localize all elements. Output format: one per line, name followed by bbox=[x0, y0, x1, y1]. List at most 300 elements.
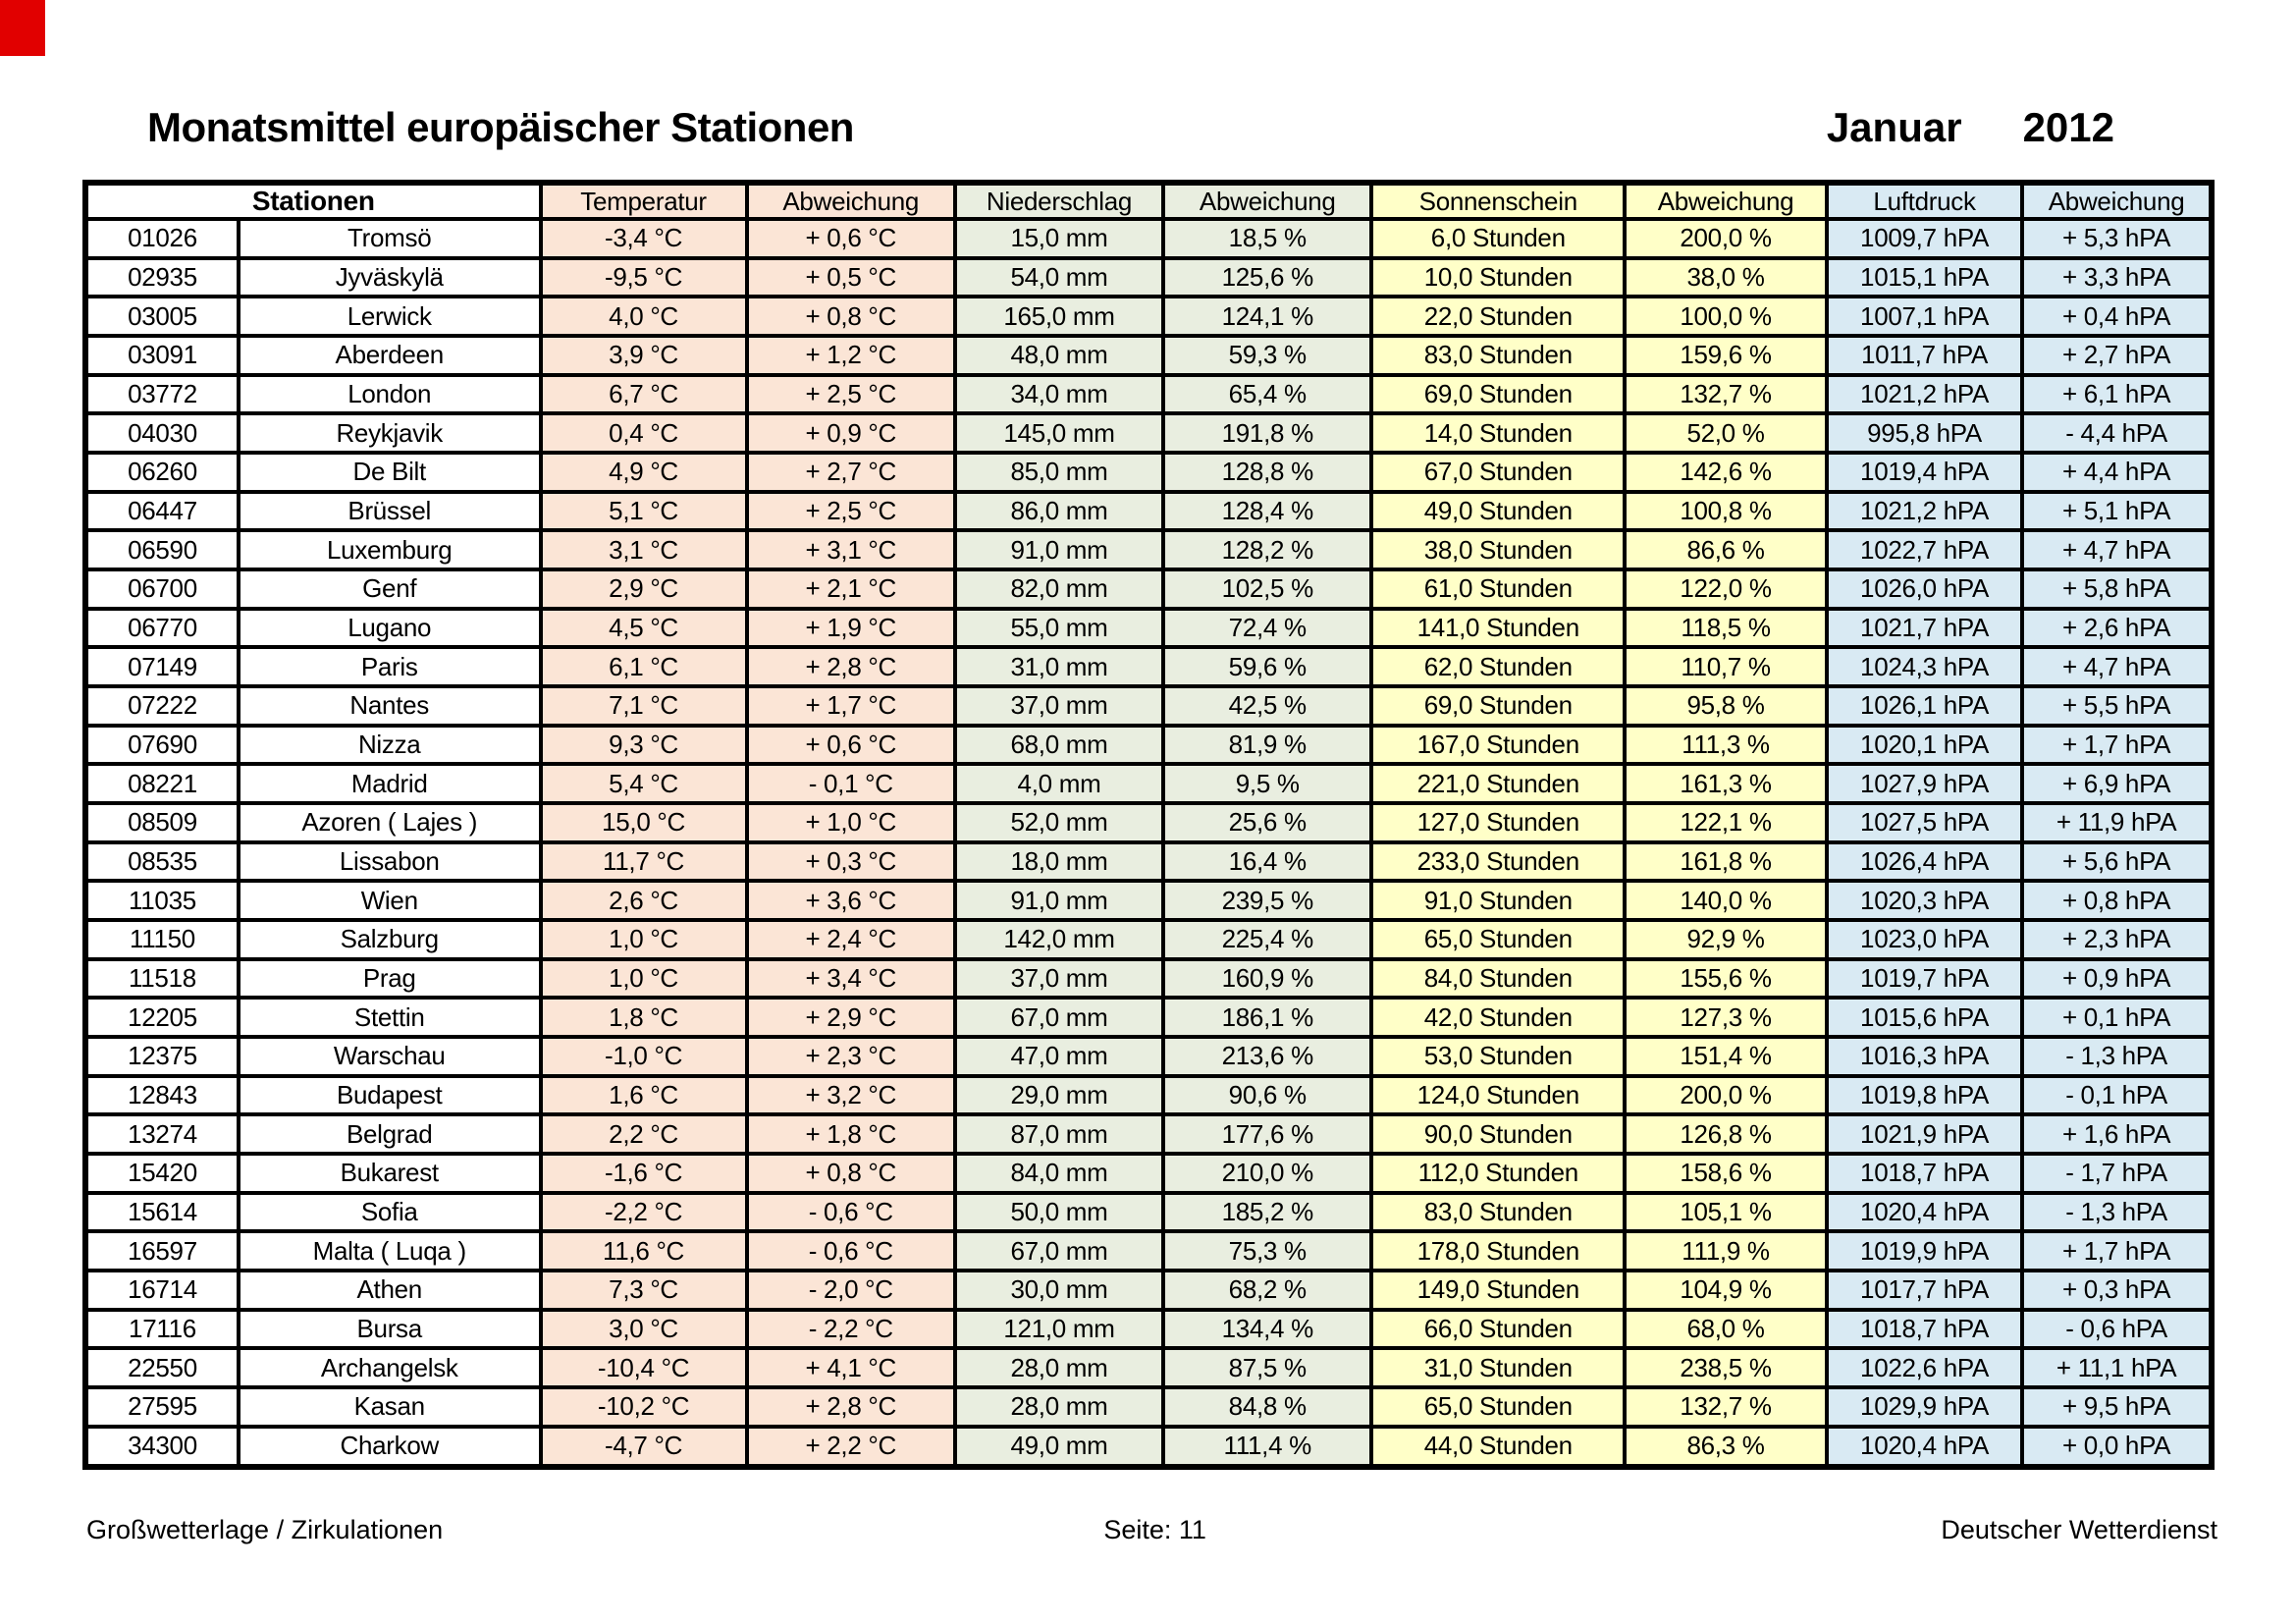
temperature-cell: -10,4 °C bbox=[541, 1348, 747, 1387]
station-id-cell: 06770 bbox=[85, 609, 239, 648]
pressure-cell: 1020,3 hPA bbox=[1827, 881, 2022, 920]
pressure-deviation-cell: + 1,6 hPA bbox=[2022, 1114, 2212, 1154]
precipitation-cell: 47,0 mm bbox=[955, 1037, 1163, 1076]
station-name-cell: Nantes bbox=[239, 686, 541, 726]
station-id-cell: 13274 bbox=[85, 1114, 239, 1154]
precipitation-deviation-cell: 59,6 % bbox=[1163, 647, 1371, 686]
temperature-deviation-cell: + 0,8 °C bbox=[747, 1154, 955, 1193]
temperature-cell: 11,7 °C bbox=[541, 842, 747, 882]
station-id-cell: 06447 bbox=[85, 492, 239, 531]
sunshine-cell: 53,0 Stunden bbox=[1371, 1037, 1625, 1076]
table-row bbox=[85, 530, 2212, 569]
table-row bbox=[85, 1427, 2212, 1467]
table-row bbox=[85, 726, 2212, 765]
temperature-cell: 1,0 °C bbox=[541, 920, 747, 959]
sunshine-deviation-cell: 110,7 % bbox=[1625, 647, 1827, 686]
sunshine-cell: 6,0 Stunden bbox=[1371, 219, 1625, 258]
precipitation-cell: 29,0 mm bbox=[955, 1076, 1163, 1115]
temperature-cell: 2,2 °C bbox=[541, 1114, 747, 1154]
sunshine-cell: 31,0 Stunden bbox=[1371, 1348, 1625, 1387]
pressure-cell: 1021,2 hPA bbox=[1827, 375, 2022, 414]
sunshine-deviation-cell: 52,0 % bbox=[1625, 413, 1827, 453]
footer-organization: Deutscher Wetterdienst bbox=[1941, 1515, 2217, 1544]
temperature-deviation-cell: + 2,5 °C bbox=[747, 492, 955, 531]
station-id-cell: 08221 bbox=[85, 764, 239, 803]
precipitation-cell: 67,0 mm bbox=[955, 998, 1163, 1037]
precipitation-cell: 121,0 mm bbox=[955, 1310, 1163, 1349]
sunshine-cell: 83,0 Stunden bbox=[1371, 336, 1625, 375]
pressure-cell: 1019,7 hPA bbox=[1827, 959, 2022, 999]
precipitation-deviation-cell: 18,5 % bbox=[1163, 219, 1371, 258]
precipitation-deviation-cell: 191,8 % bbox=[1163, 413, 1371, 453]
station-name-cell: Stettin bbox=[239, 998, 541, 1037]
report-period bbox=[1827, 104, 2114, 151]
footer-page-number: Seite: 11 bbox=[1103, 1515, 1206, 1544]
sunshine-cell: 65,0 Stunden bbox=[1371, 1387, 1625, 1427]
pressure-cell: 1026,4 hPA bbox=[1827, 842, 2022, 882]
pressure-cell: 1027,5 hPA bbox=[1827, 803, 2022, 842]
station-id-cell: 06700 bbox=[85, 569, 239, 609]
temperature-deviation-cell: + 3,1 °C bbox=[747, 530, 955, 569]
station-id-cell: 03005 bbox=[85, 297, 239, 336]
sunshine-deviation-cell: 111,3 % bbox=[1625, 726, 1827, 765]
precipitation-cell: 31,0 mm bbox=[955, 647, 1163, 686]
sunshine-cell: 83,0 Stunden bbox=[1371, 1193, 1625, 1232]
station-id-cell: 07222 bbox=[85, 686, 239, 726]
precipitation-cell: 91,0 mm bbox=[955, 881, 1163, 920]
sunshine-cell: 69,0 Stunden bbox=[1371, 375, 1625, 414]
pressure-deviation-cell: + 3,3 hPA bbox=[2022, 258, 2212, 298]
temperature-deviation-cell: - 2,0 °C bbox=[747, 1271, 955, 1310]
precipitation-deviation-cell: 87,5 % bbox=[1163, 1348, 1371, 1387]
sunshine-deviation-cell: 126,8 % bbox=[1625, 1114, 1827, 1154]
station-table-body bbox=[85, 219, 2212, 1467]
sunshine-deviation-cell: 151,4 % bbox=[1625, 1037, 1827, 1076]
station-name-cell: Bukarest bbox=[239, 1154, 541, 1193]
temperature-cell: 1,0 °C bbox=[541, 959, 747, 999]
temperature-cell: 3,9 °C bbox=[541, 336, 747, 375]
table-row bbox=[85, 375, 2212, 414]
temperature-cell: 4,5 °C bbox=[541, 609, 747, 648]
pressure-cell: 1019,8 hPA bbox=[1827, 1076, 2022, 1115]
pressure-cell: 1026,1 hPA bbox=[1827, 686, 2022, 726]
pressure-cell: 1021,2 hPA bbox=[1827, 492, 2022, 531]
precipitation-deviation-cell: 81,9 % bbox=[1163, 726, 1371, 765]
sunshine-cell: 221,0 Stunden bbox=[1371, 764, 1625, 803]
table-row bbox=[85, 1310, 2212, 1349]
pressure-cell: 1018,7 hPA bbox=[1827, 1310, 2022, 1349]
station-id-cell: 11150 bbox=[85, 920, 239, 959]
precipitation-cell: 68,0 mm bbox=[955, 726, 1163, 765]
pressure-deviation-cell: + 2,3 hPA bbox=[2022, 920, 2212, 959]
station-name-cell: Wien bbox=[239, 881, 541, 920]
temperature-cell: 15,0 °C bbox=[541, 803, 747, 842]
sunshine-cell: 61,0 Stunden bbox=[1371, 569, 1625, 609]
precipitation-cell: 85,0 mm bbox=[955, 453, 1163, 492]
sunshine-deviation-cell: 95,8 % bbox=[1625, 686, 1827, 726]
sunshine-cell: 149,0 Stunden bbox=[1371, 1271, 1625, 1310]
precipitation-deviation-cell: 102,5 % bbox=[1163, 569, 1371, 609]
pressure-cell: 995,8 hPA bbox=[1827, 413, 2022, 453]
temperature-deviation-cell: + 3,2 °C bbox=[747, 1076, 955, 1115]
pressure-deviation-cell: + 5,3 hPA bbox=[2022, 219, 2212, 258]
station-id-cell: 08535 bbox=[85, 842, 239, 882]
precipitation-deviation-cell: 90,6 % bbox=[1163, 1076, 1371, 1115]
table-row bbox=[85, 413, 2212, 453]
temperature-cell: 3,1 °C bbox=[541, 530, 747, 569]
temperature-deviation-cell: - 0,6 °C bbox=[747, 1193, 955, 1232]
precipitation-deviation-cell: 239,5 % bbox=[1163, 881, 1371, 920]
station-name-cell: Kasan bbox=[239, 1387, 541, 1427]
sunshine-deviation-cell: 127,3 % bbox=[1625, 998, 1827, 1037]
precipitation-deviation-cell: 125,6 % bbox=[1163, 258, 1371, 298]
precipitation-cell: 142,0 mm bbox=[955, 920, 1163, 959]
temperature-cell: 9,3 °C bbox=[541, 726, 747, 765]
station-id-cell: 11518 bbox=[85, 959, 239, 999]
pressure-deviation-cell: - 0,6 hPA bbox=[2022, 1310, 2212, 1349]
temperature-cell: 7,1 °C bbox=[541, 686, 747, 726]
precipitation-cell: 28,0 mm bbox=[955, 1387, 1163, 1427]
station-table bbox=[82, 180, 2215, 1470]
table-row bbox=[85, 569, 2212, 609]
precipitation-cell: 28,0 mm bbox=[955, 1348, 1163, 1387]
table-row bbox=[85, 492, 2212, 531]
pressure-deviation-cell: + 2,7 hPA bbox=[2022, 336, 2212, 375]
temperature-cell: -3,4 °C bbox=[541, 219, 747, 258]
temperature-cell: 1,8 °C bbox=[541, 998, 747, 1037]
temperature-deviation-cell: + 2,8 °C bbox=[747, 647, 955, 686]
temperature-deviation-cell: + 0,8 °C bbox=[747, 297, 955, 336]
temperature-deviation-cell: - 2,2 °C bbox=[747, 1310, 955, 1349]
sunshine-cell: 84,0 Stunden bbox=[1371, 959, 1625, 999]
table-row bbox=[85, 1114, 2212, 1154]
sunshine-cell: 141,0 Stunden bbox=[1371, 609, 1625, 648]
pressure-cell: 1027,9 hPA bbox=[1827, 764, 2022, 803]
station-name-cell: London bbox=[239, 375, 541, 414]
table-row bbox=[85, 258, 2212, 298]
pressure-cell: 1020,4 hPA bbox=[1827, 1193, 2022, 1232]
sunshine-cell: 62,0 Stunden bbox=[1371, 647, 1625, 686]
table-row bbox=[85, 1387, 2212, 1427]
sunshine-deviation-cell: 155,6 % bbox=[1625, 959, 1827, 999]
station-id-cell: 03772 bbox=[85, 375, 239, 414]
precipitation-deviation-cell: 59,3 % bbox=[1163, 336, 1371, 375]
sunshine-deviation-cell: 161,3 % bbox=[1625, 764, 1827, 803]
precipitation-cell: 67,0 mm bbox=[955, 1231, 1163, 1271]
precipitation-deviation-cell: 134,4 % bbox=[1163, 1310, 1371, 1349]
station-name-cell: Madrid bbox=[239, 764, 541, 803]
pressure-cell: 1026,0 hPA bbox=[1827, 569, 2022, 609]
table-row bbox=[85, 803, 2212, 842]
temperature-deviation-cell: + 2,9 °C bbox=[747, 998, 955, 1037]
station-id-cell: 07149 bbox=[85, 647, 239, 686]
sunshine-deviation-cell: 132,7 % bbox=[1625, 375, 1827, 414]
precipitation-cell: 15,0 mm bbox=[955, 219, 1163, 258]
temperature-deviation-cell: + 3,6 °C bbox=[747, 881, 955, 920]
pressure-cell: 1023,0 hPA bbox=[1827, 920, 2022, 959]
pressure-cell: 1018,7 hPA bbox=[1827, 1154, 2022, 1193]
header-sonnenschein: Sonnenschein bbox=[1371, 183, 1625, 219]
precipitation-cell: 82,0 mm bbox=[955, 569, 1163, 609]
station-id-cell: 01026 bbox=[85, 219, 239, 258]
precipitation-deviation-cell: 42,5 % bbox=[1163, 686, 1371, 726]
precipitation-deviation-cell: 128,2 % bbox=[1163, 530, 1371, 569]
sunshine-cell: 10,0 Stunden bbox=[1371, 258, 1625, 298]
pressure-deviation-cell: + 5,5 hPA bbox=[2022, 686, 2212, 726]
station-id-cell: 06260 bbox=[85, 453, 239, 492]
sunshine-deviation-cell: 118,5 % bbox=[1625, 609, 1827, 648]
table-row bbox=[85, 881, 2212, 920]
station-id-cell: 08509 bbox=[85, 803, 239, 842]
station-name-cell: Azoren ( Lajes ) bbox=[239, 803, 541, 842]
pressure-deviation-cell: + 1,7 hPA bbox=[2022, 726, 2212, 765]
station-name-cell: Malta ( Luqa ) bbox=[239, 1231, 541, 1271]
temperature-cell: 4,0 °C bbox=[541, 297, 747, 336]
table-row bbox=[85, 686, 2212, 726]
pressure-deviation-cell: + 0,4 hPA bbox=[2022, 297, 2212, 336]
sunshine-deviation-cell: 100,8 % bbox=[1625, 492, 1827, 531]
temperature-deviation-cell: + 2,7 °C bbox=[747, 453, 955, 492]
pressure-deviation-cell: + 5,6 hPA bbox=[2022, 842, 2212, 882]
station-name-cell: Paris bbox=[239, 647, 541, 686]
temperature-deviation-cell: + 0,9 °C bbox=[747, 413, 955, 453]
temperature-cell: -9,5 °C bbox=[541, 258, 747, 298]
pressure-cell: 1009,7 hPA bbox=[1827, 219, 2022, 258]
precipitation-deviation-cell: 210,0 % bbox=[1163, 1154, 1371, 1193]
sunshine-deviation-cell: 159,6 % bbox=[1625, 336, 1827, 375]
sunshine-deviation-cell: 238,5 % bbox=[1625, 1348, 1827, 1387]
sunshine-deviation-cell: 68,0 % bbox=[1625, 1310, 1827, 1349]
pressure-deviation-cell: + 5,8 hPA bbox=[2022, 569, 2212, 609]
pressure-cell: 1029,9 hPA bbox=[1827, 1387, 2022, 1427]
precipitation-deviation-cell: 213,6 % bbox=[1163, 1037, 1371, 1076]
precipitation-deviation-cell: 65,4 % bbox=[1163, 375, 1371, 414]
table-row bbox=[85, 920, 2212, 959]
pressure-cell: 1016,3 hPA bbox=[1827, 1037, 2022, 1076]
sunshine-cell: 42,0 Stunden bbox=[1371, 998, 1625, 1037]
temperature-cell: 2,9 °C bbox=[541, 569, 747, 609]
table-row bbox=[85, 1193, 2212, 1232]
temperature-deviation-cell: + 2,4 °C bbox=[747, 920, 955, 959]
temperature-cell: 6,7 °C bbox=[541, 375, 747, 414]
temperature-deviation-cell: - 0,1 °C bbox=[747, 764, 955, 803]
pressure-cell: 1022,7 hPA bbox=[1827, 530, 2022, 569]
pressure-cell: 1021,9 hPA bbox=[1827, 1114, 2022, 1154]
temperature-deviation-cell: + 1,8 °C bbox=[747, 1114, 955, 1154]
temperature-deviation-cell: + 0,6 °C bbox=[747, 726, 955, 765]
precipitation-cell: 52,0 mm bbox=[955, 803, 1163, 842]
station-id-cell: 15420 bbox=[85, 1154, 239, 1193]
table-row bbox=[85, 1154, 2212, 1193]
sunshine-cell: 124,0 Stunden bbox=[1371, 1076, 1625, 1115]
pressure-deviation-cell: - 4,4 hPA bbox=[2022, 413, 2212, 453]
precipitation-cell: 50,0 mm bbox=[955, 1193, 1163, 1232]
sunshine-deviation-cell: 158,6 % bbox=[1625, 1154, 1827, 1193]
temperature-deviation-cell: + 1,0 °C bbox=[747, 803, 955, 842]
pressure-cell: 1019,9 hPA bbox=[1827, 1231, 2022, 1271]
temperature-cell: -1,6 °C bbox=[541, 1154, 747, 1193]
page-title: Monatsmittel europäischer Stationen bbox=[147, 104, 854, 150]
pressure-cell: 1021,7 hPA bbox=[1827, 609, 2022, 648]
sunshine-cell: 112,0 Stunden bbox=[1371, 1154, 1625, 1193]
sunshine-deviation-cell: 200,0 % bbox=[1625, 1076, 1827, 1115]
temperature-cell: -2,2 °C bbox=[541, 1193, 747, 1232]
temperature-deviation-cell: + 1,9 °C bbox=[747, 609, 955, 648]
sunshine-deviation-cell: 111,9 % bbox=[1625, 1231, 1827, 1271]
header-niederschlag: Niederschlag bbox=[955, 183, 1163, 219]
station-name-cell: Bursa bbox=[239, 1310, 541, 1349]
pressure-deviation-cell: - 1,3 hPA bbox=[2022, 1193, 2212, 1232]
station-id-cell: 02935 bbox=[85, 258, 239, 298]
station-id-cell: 17116 bbox=[85, 1310, 239, 1349]
precipitation-deviation-cell: 186,1 % bbox=[1163, 998, 1371, 1037]
table-row bbox=[85, 959, 2212, 999]
pressure-cell: 1020,1 hPA bbox=[1827, 726, 2022, 765]
station-id-cell: 04030 bbox=[85, 413, 239, 453]
precipitation-cell: 87,0 mm bbox=[955, 1114, 1163, 1154]
precipitation-cell: 55,0 mm bbox=[955, 609, 1163, 648]
precipitation-cell: 37,0 mm bbox=[955, 959, 1163, 999]
pressure-deviation-cell: + 5,1 hPA bbox=[2022, 492, 2212, 531]
temperature-cell: 5,4 °C bbox=[541, 764, 747, 803]
temperature-cell: 1,6 °C bbox=[541, 1076, 747, 1115]
temperature-deviation-cell: + 2,1 °C bbox=[747, 569, 955, 609]
precipitation-deviation-cell: 225,4 % bbox=[1163, 920, 1371, 959]
sunshine-cell: 22,0 Stunden bbox=[1371, 297, 1625, 336]
station-name-cell: Aberdeen bbox=[239, 336, 541, 375]
pressure-deviation-cell: + 4,7 hPA bbox=[2022, 647, 2212, 686]
table-row bbox=[85, 842, 2212, 882]
sunshine-cell: 14,0 Stunden bbox=[1371, 413, 1625, 453]
pressure-deviation-cell: + 0,8 hPA bbox=[2022, 881, 2212, 920]
sunshine-deviation-cell: 100,0 % bbox=[1625, 297, 1827, 336]
station-id-cell: 27595 bbox=[85, 1387, 239, 1427]
precipitation-cell: 18,0 mm bbox=[955, 842, 1163, 882]
temperature-cell: 0,4 °C bbox=[541, 413, 747, 453]
temperature-cell: -4,7 °C bbox=[541, 1427, 747, 1467]
station-id-cell: 03091 bbox=[85, 336, 239, 375]
table-header-row bbox=[85, 183, 2212, 219]
pressure-deviation-cell: + 4,4 hPA bbox=[2022, 453, 2212, 492]
pressure-deviation-cell: + 0,0 hPA bbox=[2022, 1427, 2212, 1467]
station-id-cell: 12205 bbox=[85, 998, 239, 1037]
precipitation-deviation-cell: 84,8 % bbox=[1163, 1387, 1371, 1427]
header-luftdruck: Luftdruck bbox=[1827, 183, 2022, 219]
pressure-deviation-cell: + 4,7 hPA bbox=[2022, 530, 2212, 569]
precipitation-deviation-cell: 160,9 % bbox=[1163, 959, 1371, 999]
station-name-cell: Tromsö bbox=[239, 219, 541, 258]
table-row bbox=[85, 1231, 2212, 1271]
station-id-cell: 15614 bbox=[85, 1193, 239, 1232]
pressure-deviation-cell: + 11,9 hPA bbox=[2022, 803, 2212, 842]
station-id-cell: 16597 bbox=[85, 1231, 239, 1271]
temperature-deviation-cell: + 2,5 °C bbox=[747, 375, 955, 414]
sunshine-deviation-cell: 200,0 % bbox=[1625, 219, 1827, 258]
precipitation-deviation-cell: 16,4 % bbox=[1163, 842, 1371, 882]
sunshine-deviation-cell: 122,1 % bbox=[1625, 803, 1827, 842]
sunshine-cell: 91,0 Stunden bbox=[1371, 881, 1625, 920]
pressure-cell: 1020,4 hPA bbox=[1827, 1427, 2022, 1467]
table-row bbox=[85, 219, 2212, 258]
temperature-cell: 11,6 °C bbox=[541, 1231, 747, 1271]
sunshine-cell: 67,0 Stunden bbox=[1371, 453, 1625, 492]
pressure-cell: 1019,4 hPA bbox=[1827, 453, 2022, 492]
pressure-deviation-cell: + 0,9 hPA bbox=[2022, 959, 2212, 999]
table-row bbox=[85, 336, 2212, 375]
precipitation-cell: 145,0 mm bbox=[955, 413, 1163, 453]
station-name-cell: Reykjavik bbox=[239, 413, 541, 453]
temperature-deviation-cell: - 0,6 °C bbox=[747, 1231, 955, 1271]
temperature-deviation-cell: + 3,4 °C bbox=[747, 959, 955, 999]
station-name-cell: Prag bbox=[239, 959, 541, 999]
temperature-cell: 5,1 °C bbox=[541, 492, 747, 531]
temperature-deviation-cell: + 2,3 °C bbox=[747, 1037, 955, 1076]
sunshine-cell: 233,0 Stunden bbox=[1371, 842, 1625, 882]
sunshine-cell: 127,0 Stunden bbox=[1371, 803, 1625, 842]
station-name-cell: Salzburg bbox=[239, 920, 541, 959]
station-id-cell: 34300 bbox=[85, 1427, 239, 1467]
temperature-cell: 3,0 °C bbox=[541, 1310, 747, 1349]
precipitation-cell: 37,0 mm bbox=[955, 686, 1163, 726]
station-name-cell: De Bilt bbox=[239, 453, 541, 492]
sunshine-deviation-cell: 132,7 % bbox=[1625, 1387, 1827, 1427]
station-name-cell: Belgrad bbox=[239, 1114, 541, 1154]
precipitation-cell: 30,0 mm bbox=[955, 1271, 1163, 1310]
station-name-cell: Warschau bbox=[239, 1037, 541, 1076]
station-id-cell: 06590 bbox=[85, 530, 239, 569]
precipitation-deviation-cell: 111,4 % bbox=[1163, 1427, 1371, 1467]
temperature-cell: 7,3 °C bbox=[541, 1271, 747, 1310]
temperature-deviation-cell: + 4,1 °C bbox=[747, 1348, 955, 1387]
footer-section-title: Großwetterlage / Zirkulationen bbox=[86, 1515, 444, 1544]
station-id-cell: 16714 bbox=[85, 1271, 239, 1310]
station-name-cell: Archangelsk bbox=[239, 1348, 541, 1387]
station-id-cell: 12375 bbox=[85, 1037, 239, 1076]
precipitation-cell: 84,0 mm bbox=[955, 1154, 1163, 1193]
station-name-cell: Athen bbox=[239, 1271, 541, 1310]
sunshine-cell: 167,0 Stunden bbox=[1371, 726, 1625, 765]
pressure-cell: 1011,7 hPA bbox=[1827, 336, 2022, 375]
sunshine-cell: 178,0 Stunden bbox=[1371, 1231, 1625, 1271]
table-row bbox=[85, 764, 2212, 803]
station-id-cell: 12843 bbox=[85, 1076, 239, 1115]
station-name-cell: Lissabon bbox=[239, 842, 541, 882]
precipitation-deviation-cell: 185,2 % bbox=[1163, 1193, 1371, 1232]
header-temperatur: Temperatur bbox=[541, 183, 747, 219]
precipitation-deviation-cell: 128,8 % bbox=[1163, 453, 1371, 492]
sunshine-cell: 49,0 Stunden bbox=[1371, 492, 1625, 531]
sunshine-cell: 69,0 Stunden bbox=[1371, 686, 1625, 726]
pressure-deviation-cell: + 9,5 hPA bbox=[2022, 1387, 2212, 1427]
table-row bbox=[85, 998, 2212, 1037]
red-corner-marker bbox=[0, 0, 45, 56]
period-month: Januar bbox=[1826, 104, 1962, 150]
table-row bbox=[85, 1271, 2212, 1310]
precipitation-cell: 34,0 mm bbox=[955, 375, 1163, 414]
sunshine-deviation-cell: 122,0 % bbox=[1625, 569, 1827, 609]
precipitation-deviation-cell: 177,6 % bbox=[1163, 1114, 1371, 1154]
station-name-cell: Lerwick bbox=[239, 297, 541, 336]
temperature-deviation-cell: + 1,7 °C bbox=[747, 686, 955, 726]
precipitation-deviation-cell: 124,1 % bbox=[1163, 297, 1371, 336]
temperature-cell: 4,9 °C bbox=[541, 453, 747, 492]
header-niederschlag-abweichung: Abweichung bbox=[1163, 183, 1371, 219]
pressure-deviation-cell: + 0,3 hPA bbox=[2022, 1271, 2212, 1310]
period-year: 2012 bbox=[2022, 104, 2114, 150]
pressure-cell: 1015,1 hPA bbox=[1827, 258, 2022, 298]
station-name-cell: Genf bbox=[239, 569, 541, 609]
pressure-cell: 1022,6 hPA bbox=[1827, 1348, 2022, 1387]
